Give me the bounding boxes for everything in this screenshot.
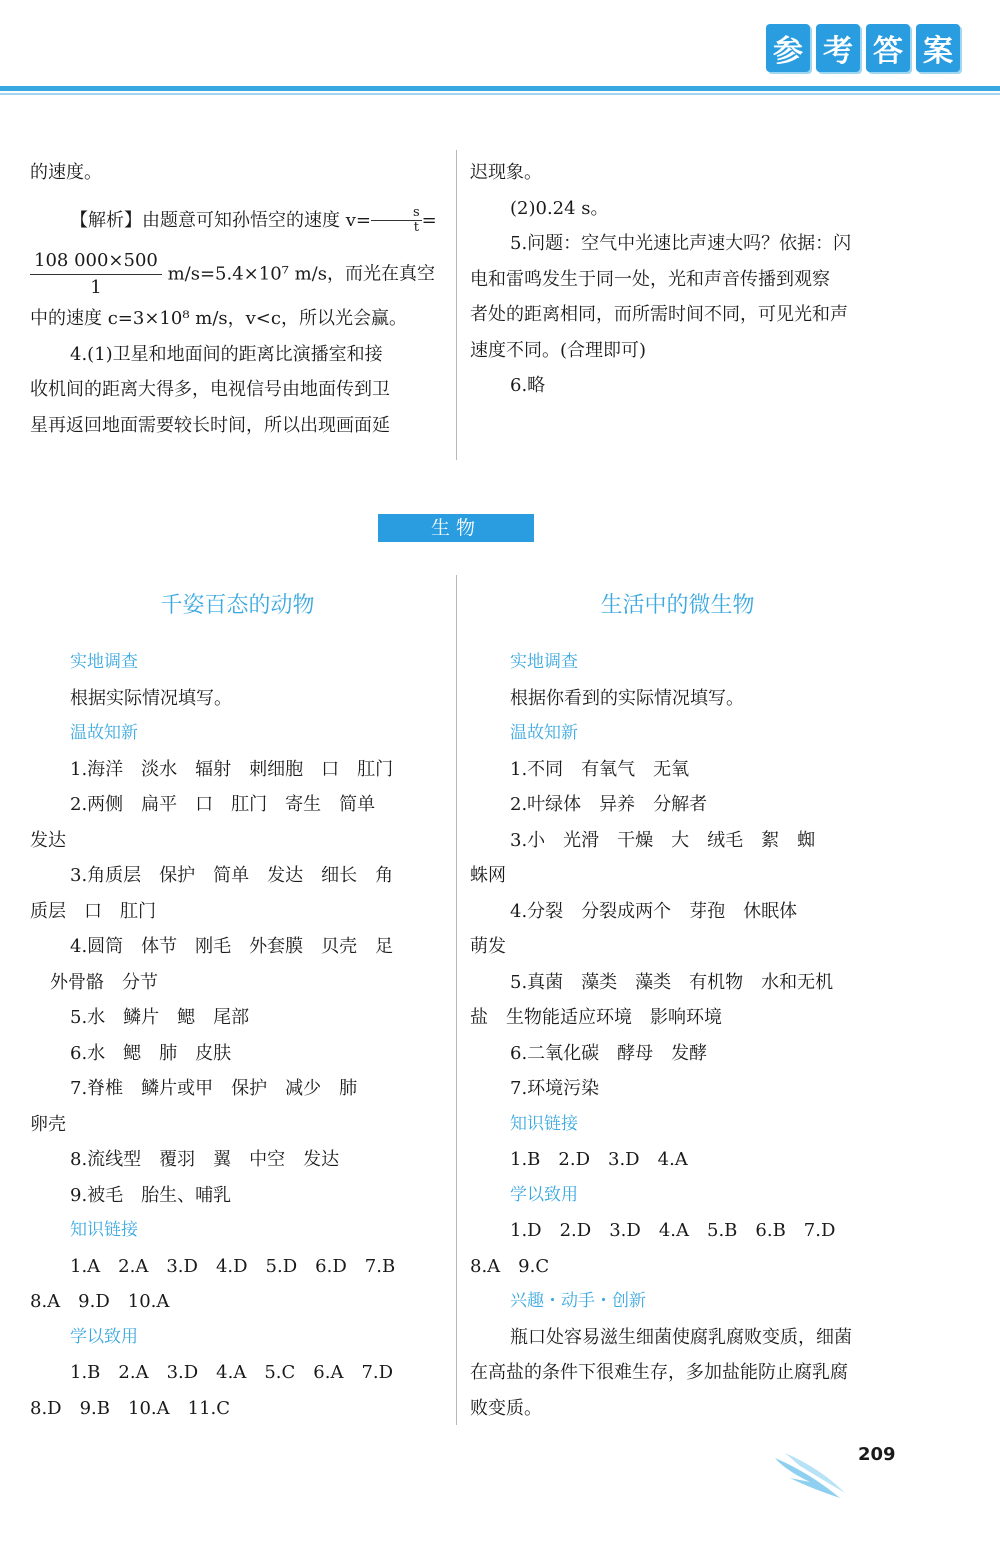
fraction-denominator: 1	[90, 277, 102, 298]
formula-tail: m/s=5.4×10⁷ m/s，而光在真空	[161, 263, 435, 285]
answer-line: 9.被毛 胎生、哺乳	[70, 1184, 232, 1206]
answer-line: 8.A 9.C	[470, 1255, 550, 1277]
answer-line: 1.不同 有氧气 无氧	[510, 758, 690, 780]
subheading: 实地调查	[510, 652, 578, 672]
text-line: 者处的距离相同，而所需时间不同，可见光和声	[470, 304, 848, 325]
header-badge: 案	[916, 24, 960, 72]
fraction-numerator: s	[371, 206, 422, 221]
animals-column	[30, 645, 445, 1426]
answer-line: 2.叶绿体 异养 分解者	[510, 794, 708, 815]
answer-line: 发达	[30, 829, 66, 851]
text-line: 在高盐的条件下很难生存，多加盐能防止腐乳腐	[470, 1362, 848, 1383]
topic-title-microbes: 生活中的微生物	[600, 593, 755, 618]
answer-line: 7.脊椎 鳞片或甲 保护 减少 肺	[70, 1078, 358, 1099]
answer-line: 卵壳	[30, 1113, 66, 1135]
header-badge: 答	[866, 24, 910, 72]
fraction-denominator: t	[413, 220, 419, 235]
formula-line	[30, 248, 445, 301]
text-line: 电和雷鸣发生于同一处，光和声音传播到观察	[470, 268, 830, 290]
microbes-column	[470, 645, 890, 1426]
fraction-numerator: 108 000×500	[30, 248, 162, 275]
subheading: 知识链接	[70, 1220, 138, 1240]
analysis-line	[30, 203, 445, 239]
physics-left-column	[30, 155, 445, 443]
answer-line: 4.分裂 分裂成两个 芽孢 休眠体	[510, 900, 798, 922]
answer-line: 萌发	[470, 936, 506, 957]
text-line: 根据你看到的实际情况填写。	[510, 687, 744, 709]
header-badges	[766, 24, 960, 72]
analysis-text: 由题意可知孙悟空的速度 v=	[142, 209, 371, 231]
answer-line: 外骨骼 分节	[50, 971, 158, 993]
answer-line: 5.水 鳞片 鳃 尾部	[70, 1007, 250, 1028]
answer-line: 8.A 9.D 10.A	[30, 1291, 170, 1312]
subheading: 实地调查	[70, 652, 138, 672]
analysis-tag: 【解析】	[70, 209, 142, 231]
header-badge: 考	[816, 24, 860, 72]
answer-line: 6.二氧化碳 酵母 发酵	[510, 1042, 708, 1064]
text-line: 4.(1)卫星和地面间的距离比演播室和接	[70, 343, 383, 365]
text-line: 星再返回地面需要较长时间，所以出现画面延	[30, 414, 390, 436]
text-line: 5.问题：空气中光速比声速大吗？依据：闪	[510, 233, 852, 254]
answer-line: 2.两侧 扁平 口 肛门 寄生 简单	[70, 794, 376, 815]
text-line: 败变质。	[470, 1397, 542, 1419]
subheading: 知识链接	[510, 1113, 578, 1134]
section-title: 生物	[378, 514, 534, 542]
subheading: 温故知新	[70, 723, 138, 743]
header-badge: 参	[766, 24, 810, 72]
answer-line: 4.圆筒 体节 刚毛 外套膜 贝壳 足	[70, 936, 394, 957]
answer-line: 蛛网	[470, 865, 506, 886]
answer-line: 质层 口 肛门	[30, 900, 156, 922]
answer-line: 3.角质层 保护 简单 发达 细长 角	[70, 865, 394, 886]
header-rule	[0, 86, 1000, 91]
text-line: 收机间的距离大得多，电视信号由地面传到卫	[30, 379, 390, 400]
text-line: 6.略	[510, 375, 546, 396]
fraction-calc	[30, 248, 162, 301]
text-line: 瓶口处容易滋生细菌使腐乳腐败变质，细菌	[510, 1326, 852, 1348]
equals-sign: =	[421, 209, 437, 231]
answer-line: 5.真菌 藻类 藻类 有机物 水和无机	[510, 971, 834, 993]
topic-title-animals: 千姿百态的动物	[160, 593, 315, 618]
answer-line: 1.B 2.A 3.D 4.A 5.C 6.A 7.D	[70, 1362, 394, 1383]
subheading: 学以致用	[70, 1326, 138, 1347]
answer-line: 6.水 鳃 肺 皮肤	[70, 1042, 232, 1064]
answer-line: 1.A 2.A 3.D 4.D 5.D 6.D 7.B	[70, 1255, 396, 1277]
text-line: 根据实际情况填写。	[70, 687, 232, 709]
answer-line: 1.D 2.D 3.D 4.A 5.B 6.B 7.D	[510, 1220, 836, 1241]
answer-line: 1.海洋 淡水 辐射 刺细胞 口 肛门	[70, 758, 394, 780]
answer-line: 8.D 9.B 10.A 11.C	[30, 1397, 231, 1419]
subheading: 温故知新	[510, 723, 578, 743]
text-line: 中的速度 c=3×10⁸ m/s，v<c，所以光会赢。	[30, 308, 407, 329]
fraction-s-t	[371, 206, 422, 235]
answer-line: 8.流线型 覆羽 翼 中空 发达	[70, 1149, 340, 1170]
answer-line: 盐 生物能适应环境 影响环境	[470, 1007, 722, 1028]
answer-line: 1.B 2.D 3.D 4.A	[510, 1149, 688, 1170]
column-divider	[456, 575, 457, 1425]
answer-line: 3.小 光滑 干燥 大 绒毛 絮 蜘	[510, 829, 816, 851]
column-divider	[456, 150, 457, 460]
answer-line: 7.环境污染	[510, 1078, 600, 1099]
text-line: (2)0.24 s。	[510, 197, 609, 219]
text-line: 迟现象。	[470, 162, 542, 183]
subheading: 兴趣・动手・创新	[510, 1291, 646, 1311]
physics-right-column	[470, 155, 890, 404]
text-line: 速度不同。(合理即可)	[470, 339, 647, 361]
page-number: 209	[858, 1444, 896, 1465]
text-line: 的速度。	[30, 162, 102, 183]
subheading: 学以致用	[510, 1184, 578, 1205]
header-rule-thin	[0, 93, 1000, 95]
